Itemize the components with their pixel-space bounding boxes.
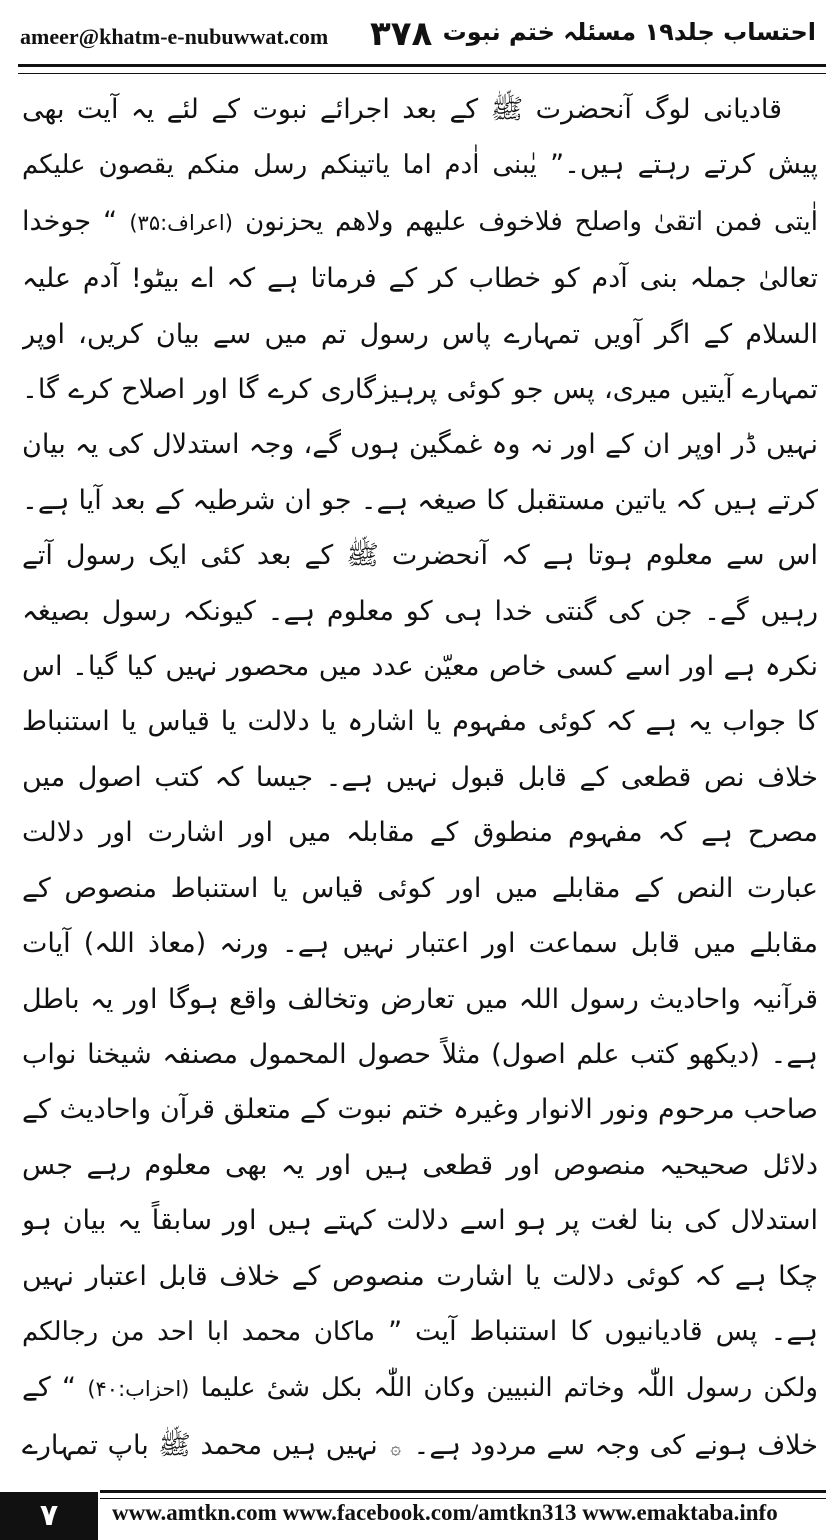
page-footer <box>0 1482 840 1540</box>
footer-rule <box>100 1490 826 1499</box>
header-title: احتساب جلد۱۹ مسئلہ ختم نبوت <box>442 18 816 46</box>
p1-verse-reference-2: (احزاب:۴۰) <box>87 1377 190 1402</box>
header-page-number: ۳۷۸ <box>370 14 433 54</box>
paragraph-1 <box>22 82 818 1462</box>
ornament-icon: ۞ <box>390 1437 401 1459</box>
p1-text-c: “ کے خلاف ہونے کی وجہ سے مردود ہے۔ <box>22 1372 818 1461</box>
p1-text-d: نہیں ہیں محمد ﷺ باپ تمہارے <box>22 1429 378 1461</box>
p1-text-b: “ جوخدا تعالیٰ جملہ بنی آدم کو خطاب کر کے فرماتا ہے کہ اے بیٹو! آدم علیہ السلام کے اگر آویں تمہارے پاس رسول تم میں سے بیان کریں، اوپر تمہارے آیتیں میری، پس جو کوئی پرہیزگاری کرے گا اور اصلاح کرے گا۔ نہیں ڈر اوپر ان کے اور نہ وہ غمگین ہوں گے، وجہ استدلال کی یہ بیان کرتے ہیں کہ یاتین مستقبل کا صیغہ ہے۔ جو ان شرطیہ کے بعد آیا ہے۔ اس سے معلوم ہوتا ہے کہ آنحضرت ﷺ کے بعد کئی ایک رسول آتے رہیں گے۔ جن کی گنتی خدا ہی کو معلوم ہے۔ کیونکہ رسول بصیغہ نکرہ ہے اور اسے کسی خاص معیّن عدد میں محصور نہیں کیا گیا۔ اس کا جواب یہ ہے کہ کوئی مفہوم یا اشارہ یا دلالت یا قیاس یا استنباط خلاف نص قطعی کے قابل قبول نہیں ہے۔ جیسا کہ کتب اصول میں مصرح ہے کہ مفہوم منطوق کے مقابلہ میں اور اشارت اور دلالت عبارت النص کے مقابلے میں اور کوئی قیاس یا استنباط منصوص کے مقابلے میں قابل سماعت اور اعتبار نہیں ہے۔ ورنہ (معاذ اللہ) آیات قرآنیہ واحادیث رسول اللہ میں تعارض وتخالف واقع ہوگا اور یہ باطل ہے۔ (دیکھو کتب علم اصول) مثلاً حصول المحمول مصنفہ شیخنا نواب صاحب مرحوم ونور الانوار وغیرہ ختم نبوت کے متعلق قرآن واحادیث کے دلائل صحیحیہ منصوص اور قطعی ہیں اور یہ بھی معلوم رہے جس استدلال کی بنا لغت پر ہو اسے دلالت کہتے ہیں اور سابقاً یہ بیان ہو چکا ہے کہ کوئی دلالت یا اشارت منصوص کے خلاف قابل اعتبار نہیں ہے۔ پس قادیانیوں کا استنباط آیت ” <box>22 205 818 1347</box>
header-rule <box>18 64 826 74</box>
p1-text-a: قادیانی لوگ آنحضرت ﷺ کے بعد اجرائے نبوت کے لئے یہ آیت بھی پیش کرتے رہتے ہیں۔” <box>22 94 818 181</box>
page-body <box>22 82 818 1462</box>
p1-verse-reference: (اعراف:۳۵) <box>129 210 233 235</box>
footer-page-number: ۷ <box>0 1492 98 1540</box>
p1-quran-verse: یٰبنی اٰدم اما یاتینکم رسل منکم یقصون علیکم اٰیتی فمن اتقیٰ واصلح فلاخوف علیھم ولاھم یحزنون <box>22 150 818 237</box>
p1-quran-verse-2: ماکان محمد ابا احد من رجالکم ولکن رسول اللّٰہ وخاتم النبیین وکان اللّٰہ بکل شیٔ علیما <box>22 1316 818 1404</box>
page-header <box>0 0 840 78</box>
header-email: ameer@khatm-e-nubuwwat.com <box>20 24 329 49</box>
footer-links: www.amtkn.com www.facebook.com/amtkn313 www.emaktaba.info <box>112 1500 778 1525</box>
